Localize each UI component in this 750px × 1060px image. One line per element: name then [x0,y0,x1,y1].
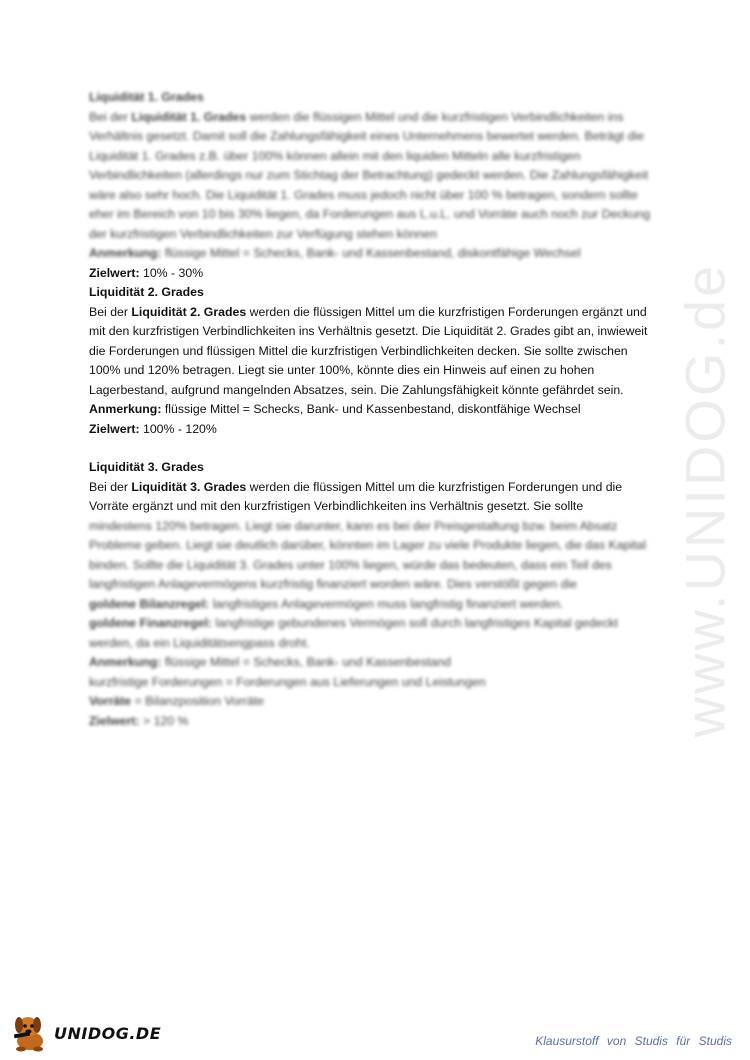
golden-finance-rule: goldene Finanzregel: langfristige gebundenes Vermögen soll durch langfristiges Kapital gedeckt werden, da ein Liquiditätsengpass droht. [89,616,619,650]
dog-mascot-icon [10,1013,52,1053]
section-liquidity-2 [89,283,659,439]
section-heading: Liquidität 3. Grades [89,460,204,474]
unidog-logo [10,1013,161,1053]
section-note-line3: Vorräte = Bilanzposition Vorräte [89,694,265,708]
document-content [89,88,659,731]
section-liquidity-3 [89,458,659,731]
section-heading: Liquidität 2. Grades [89,285,204,299]
section-note: Anmerkung: flüssige Mittel = Schecks, Bank- und Kassenbestand, diskontfähige Wechsel [89,402,581,416]
golden-balance-rule: goldene Bilanzregel: langfristiges Anlagevermögen muss langfristig finanziert werden. [89,596,564,611]
section-note: Anmerkung: flüssige Mittel = Schecks, Bank- und Kassenbestand, diskontfähige Wechsel [89,246,581,260]
target-value-line: Zielwert: 100% - 120% [89,421,217,436]
logo-text: UNIDOG.DE [54,1023,162,1043]
blurred-continuation: mindestens 120% betragen. Liegt sie darunter, kann es bei der Preisgestaltung bzw. beim Absatz Probleme geben. Liegt sie deutlich darüber, könnten im Lager zu viele Produkte liegen, die das Kapital binden. Sollte die Liquidität 3. Grades unter 100% liegen, würde das bedeuten, dass ein Teil des langfristigen Anlagevermögens kurzfristig finanziert worden wäre. Dies verstößt gegen die goldene Bilanzregel: langfristiges Anlagevermögen muss langfristig finanziert werden. goldene Finanzregel: langfristige gebundenes Vermögen soll durch langfristiges Kapital gedeckt werden, da ein Liquiditätsengpass droht. Anmerkung: flüssige Mittel = Schecks, Bank- und Kassenbestand kurzfristige Forderungen = Forderungen aus Lieferungen und Leistungen Vorräte = Bilanzposition Vorräte Zielwert: > 120 % [89,517,659,732]
watermark: www.UNIDOG.de [673,262,737,738]
section-body: Bei der Liquidität 1. Grades werden die flüssigen Mittel und die kurzfristigen Verbindlichkeiten ins Verhältnis gesetzt. Damit soll die Zahlungsfähigkeit eines Unternehmens bewertet werden. Beträgt die Liquidität 1. Grades z.B. über 100% können allein mit den liquiden Mitteln alle kurzfristigen Verbindlichkeiten (allerdings nur zum Stichtag der Betrachtung) gedeckt werden. Die Zahlungsfähigkeit wäre also sehr hoch. Die Liquidität 1. Grades muss jedoch nicht über 100 % betragen, sondern sollte eher im Bereich von 10 bis 30% liegen, da Forderungen aus L.u.L. und Vorräte auch noch zur Deckung der kurzfristigen Verbindlichkeiten zur Verfügung stehen können [89,109,651,241]
section-note-line2: kurzfristige Forderungen = Forderungen aus Lieferungen und Leistungen [89,674,486,689]
section-liquidity-1 [89,88,659,264]
footer-tagline: Klausurstoff von Studis für Studis [535,1034,732,1048]
section-note: Anmerkung: flüssige Mittel = Schecks, Bank- und Kassenbestand [89,655,451,669]
section-body: Bei der Liquidität 3. Grades werden die flüssigen Mittel um die kurzfristigen Forderungen und die Vorräte ergänzt und mit den kurzfristigen Verbindlichkeiten ins Verhältnis gesetzt. Sie sollte [89,479,623,513]
target-value-line: Zielwert: > 120 % [89,713,189,728]
target-value-line: Zielwert: 10% - 30% [89,265,204,280]
section-body: Bei der Liquidität 2. Grades werden die flüssigen Mittel um die kurzfristigen Forderungen ergänzt und mit den kurzfristigen Verbindlichkeiten ins Verhältnis gesetzt. Die Liquidität 2. Grades gibt an, inwieweit die Forderungen und flüssigen Mittel die kurzfristigen Verbindlichkeiten decken. Sie sollte zwischen 100% und 120% betragen. Liegt sie unter 100%, könnte dies ein Hinweis auf einen zu hohen Lagerbestand, aufgrund mangelnden Absatzes, sein. Die Zahlungsfähigkeit könnte gefährdet sein. [89,304,648,397]
section-heading: Liquidität 1. Grades [89,90,204,104]
